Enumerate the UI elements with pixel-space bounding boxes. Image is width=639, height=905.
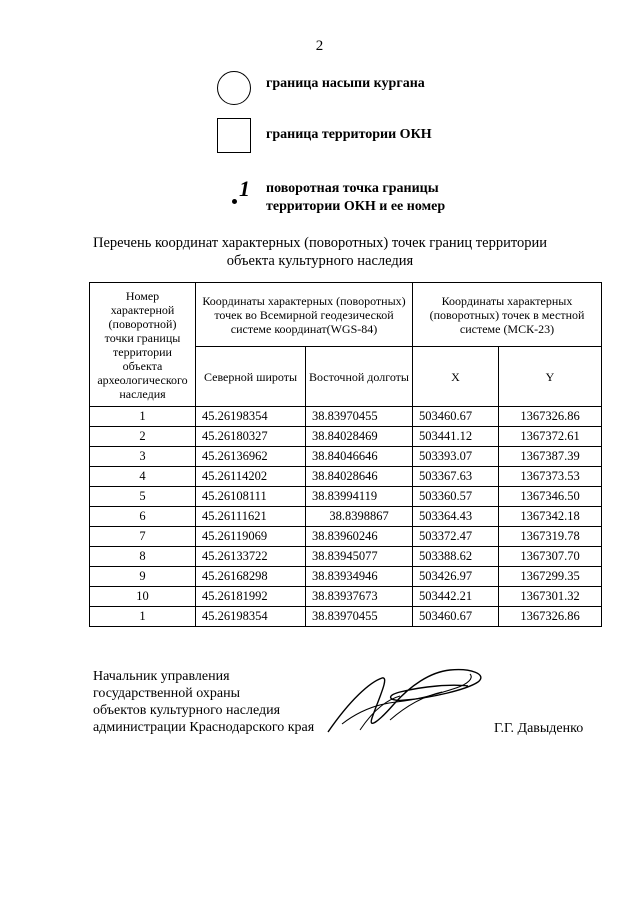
caption-line1: Перечень координат характерных (поворотных) точек границ территории: [92, 235, 548, 251]
cell-x: 503426.97: [413, 567, 499, 587]
cell-latitude: 45.26198354: [196, 407, 306, 427]
signatory-line4: администрации Краснодарского края: [93, 720, 315, 735]
header-y: Y: [499, 347, 602, 407]
cell-x: 503442.21: [413, 587, 499, 607]
cell-longitude: 38.84046646: [306, 447, 413, 467]
caption-line2: объекта культурного наследия: [226, 253, 414, 269]
cell-number: 4: [90, 467, 196, 487]
table-row: [90, 467, 602, 487]
header-wgs-group: Координаты характерных (поворотных) точек во Всемирной геодезической системе координат(WGS-84): [196, 283, 413, 347]
cell-x: 503388.62: [413, 547, 499, 567]
cell-x: 503460.67: [413, 407, 499, 427]
cell-latitude: 45.26114202: [196, 467, 306, 487]
cell-number: 10: [90, 587, 196, 607]
cell-x: 503460.67: [413, 607, 499, 627]
header-east-longitude: Восточной долготы: [306, 347, 413, 407]
table-row: [90, 587, 602, 607]
cell-number: 1: [90, 407, 196, 427]
cell-y: 1367326.86: [499, 607, 602, 627]
signatory-name: Г.Г. Давыденко: [494, 721, 584, 736]
table-row: [90, 547, 602, 567]
page-number: 2: [315, 38, 324, 54]
cell-longitude: 38.83970455: [306, 607, 413, 627]
signatory-line1: Начальник управления: [93, 669, 230, 684]
table-row: [90, 527, 602, 547]
cell-number: 7: [90, 527, 196, 547]
point-symbol-number: 1: [239, 176, 250, 201]
cell-longitude: 38.83960246: [306, 527, 413, 547]
table-row: [90, 507, 602, 527]
cell-latitude: 45.26111621: [196, 507, 306, 527]
cell-longitude: 38.83970455: [306, 407, 413, 427]
cell-number: 9: [90, 567, 196, 587]
cell-latitude: 45.26108111: [196, 487, 306, 507]
coordinates-table: [89, 282, 602, 627]
header-x: X: [413, 347, 499, 407]
cell-y: 1367319.78: [499, 527, 602, 547]
cell-longitude: 38.83945077: [306, 547, 413, 567]
cell-y: 1367387.39: [499, 447, 602, 467]
legend-point-label-line1: поворотная точка границы: [266, 181, 439, 196]
cell-longitude: 38.84028469: [306, 427, 413, 447]
cell-latitude: 45.26168298: [196, 567, 306, 587]
cell-latitude: 45.26136962: [196, 447, 306, 467]
point-symbol-icon: [228, 178, 256, 210]
cell-y: 1367346.50: [499, 487, 602, 507]
table-row: [90, 567, 602, 587]
cell-x: 503367.63: [413, 467, 499, 487]
table-caption: [60, 234, 580, 270]
signatory-line3: объектов культурного наследия: [93, 703, 281, 718]
cell-longitude: 38.83937673: [306, 587, 413, 607]
cell-latitude: 45.26181992: [196, 587, 306, 607]
cell-latitude: 45.26133722: [196, 547, 306, 567]
legend-point-label-line2: территории ОКН и ее номер: [266, 199, 446, 214]
cell-longitude: 38.83934946: [306, 567, 413, 587]
cell-y: 1367307.70: [499, 547, 602, 567]
cell-latitude: 45.26180327: [196, 427, 306, 447]
legend-point-label: [266, 180, 445, 216]
table-row: [90, 607, 602, 627]
cell-latitude: 45.26119069: [196, 527, 306, 547]
header-north-latitude: Северной широты: [196, 347, 306, 407]
cell-number: 5: [90, 487, 196, 507]
signatory-line2: государственной охраны: [93, 686, 241, 701]
cell-number: 8: [90, 547, 196, 567]
cell-y: 1367326.86: [499, 407, 602, 427]
table-row: [90, 407, 602, 427]
cell-longitude: 38.8398867: [306, 507, 413, 527]
signatory-title: [93, 668, 314, 736]
handwritten-signature-icon: [320, 660, 500, 740]
cell-number: 2: [90, 427, 196, 447]
cell-longitude: 38.84028646: [306, 467, 413, 487]
square-symbol-icon: [217, 118, 251, 153]
circle-symbol-icon: [217, 71, 251, 105]
cell-x: 503393.07: [413, 447, 499, 467]
table-row: [90, 487, 602, 507]
cell-x: 503441.12: [413, 427, 499, 447]
legend-mound-border-label: граница насыпи кургана: [266, 76, 425, 91]
header-point-number: Номер характерной (поворотной) точки границы территории объекта археологического наследия: [90, 283, 196, 407]
header-msk-group: Координаты характерных (поворотных) точек в местной системе (МСК-23): [413, 283, 602, 347]
cell-x: 503372.47: [413, 527, 499, 547]
cell-y: 1367373.53: [499, 467, 602, 487]
cell-y: 1367299.35: [499, 567, 602, 587]
cell-latitude: 45.26198354: [196, 607, 306, 627]
cell-number: 3: [90, 447, 196, 467]
table-row: [90, 447, 602, 467]
cell-y: 1367342.18: [499, 507, 602, 527]
point-dot-icon: [232, 199, 237, 204]
legend-okn-border-label: граница территории ОКН: [266, 127, 432, 142]
cell-number: 6: [90, 507, 196, 527]
cell-y: 1367301.32: [499, 587, 602, 607]
cell-y: 1367372.61: [499, 427, 602, 447]
cell-longitude: 38.83994119: [306, 487, 413, 507]
cell-x: 503360.57: [413, 487, 499, 507]
cell-number: 1: [90, 607, 196, 627]
table-row: [90, 427, 602, 447]
cell-x: 503364.43: [413, 507, 499, 527]
